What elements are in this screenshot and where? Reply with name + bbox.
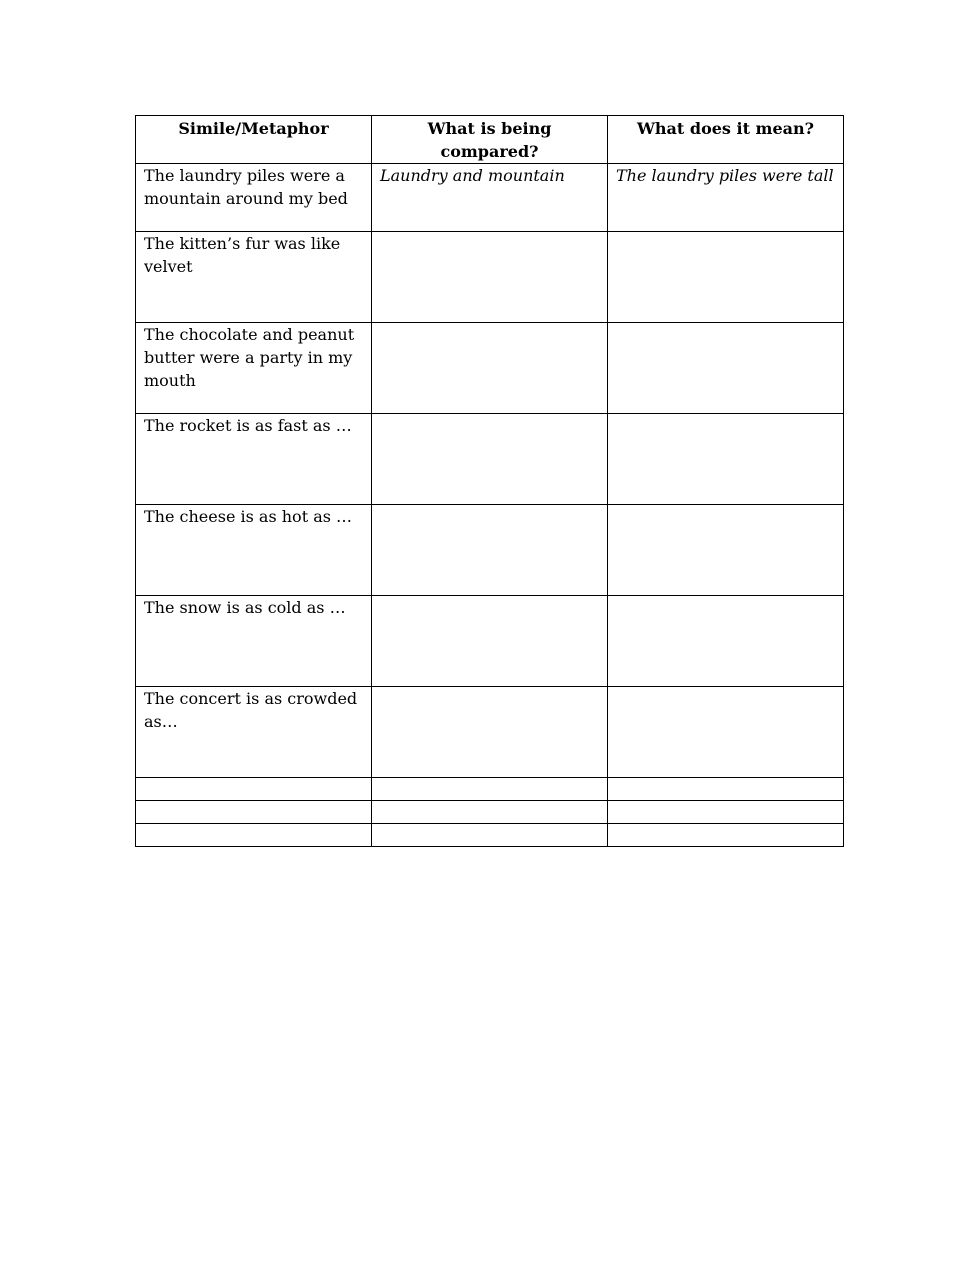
blank-cell[interactable]: [372, 824, 608, 847]
header-what-mean: What does it mean?: [608, 116, 844, 164]
table-row: [136, 232, 844, 323]
blank-cell[interactable]: [372, 778, 608, 801]
table-row: [136, 414, 844, 505]
prompt-cell: The chocolate and peanut butter were a party in my mouth: [136, 323, 372, 414]
meaning-cell[interactable]: [608, 596, 844, 687]
table-row: [136, 596, 844, 687]
compared-cell[interactable]: Laundry and mountain: [372, 164, 608, 232]
compared-cell[interactable]: [372, 232, 608, 323]
prompt-cell: The concert is as crowded as…: [136, 687, 372, 778]
header-what-compared: What is being compared?: [372, 116, 608, 164]
table-row: [136, 801, 844, 824]
table-row: [136, 778, 844, 801]
table-row: [136, 323, 844, 414]
blank-cell[interactable]: [608, 824, 844, 847]
compared-cell[interactable]: [372, 505, 608, 596]
meaning-cell[interactable]: [608, 505, 844, 596]
prompt-cell: The laundry piles were a mountain around my bed: [136, 164, 372, 232]
compared-cell[interactable]: [372, 687, 608, 778]
blank-cell[interactable]: [136, 778, 372, 801]
blank-cell[interactable]: [372, 801, 608, 824]
prompt-cell: The rocket is as fast as …: [136, 414, 372, 505]
blank-cell[interactable]: [608, 778, 844, 801]
header-row: [136, 116, 844, 164]
meaning-cell[interactable]: [608, 323, 844, 414]
blank-cell[interactable]: [136, 824, 372, 847]
prompt-cell: The kitten’s fur was like velvet: [136, 232, 372, 323]
meaning-cell[interactable]: [608, 232, 844, 323]
meaning-cell[interactable]: [608, 414, 844, 505]
compared-cell[interactable]: [372, 596, 608, 687]
compared-cell[interactable]: [372, 323, 608, 414]
prompt-cell: The cheese is as hot as …: [136, 505, 372, 596]
table-row: [136, 505, 844, 596]
table-row: [136, 164, 844, 232]
compared-cell[interactable]: [372, 414, 608, 505]
blank-cell[interactable]: [136, 801, 372, 824]
header-simile-metaphor: Simile/Metaphor: [136, 116, 372, 164]
table-row: [136, 687, 844, 778]
prompt-cell: The snow is as cold as …: [136, 596, 372, 687]
meaning-cell[interactable]: [608, 687, 844, 778]
simile-metaphor-table: [135, 115, 844, 847]
blank-cell[interactable]: [608, 801, 844, 824]
meaning-cell[interactable]: The laundry piles were tall: [608, 164, 844, 232]
table-row: [136, 824, 844, 847]
